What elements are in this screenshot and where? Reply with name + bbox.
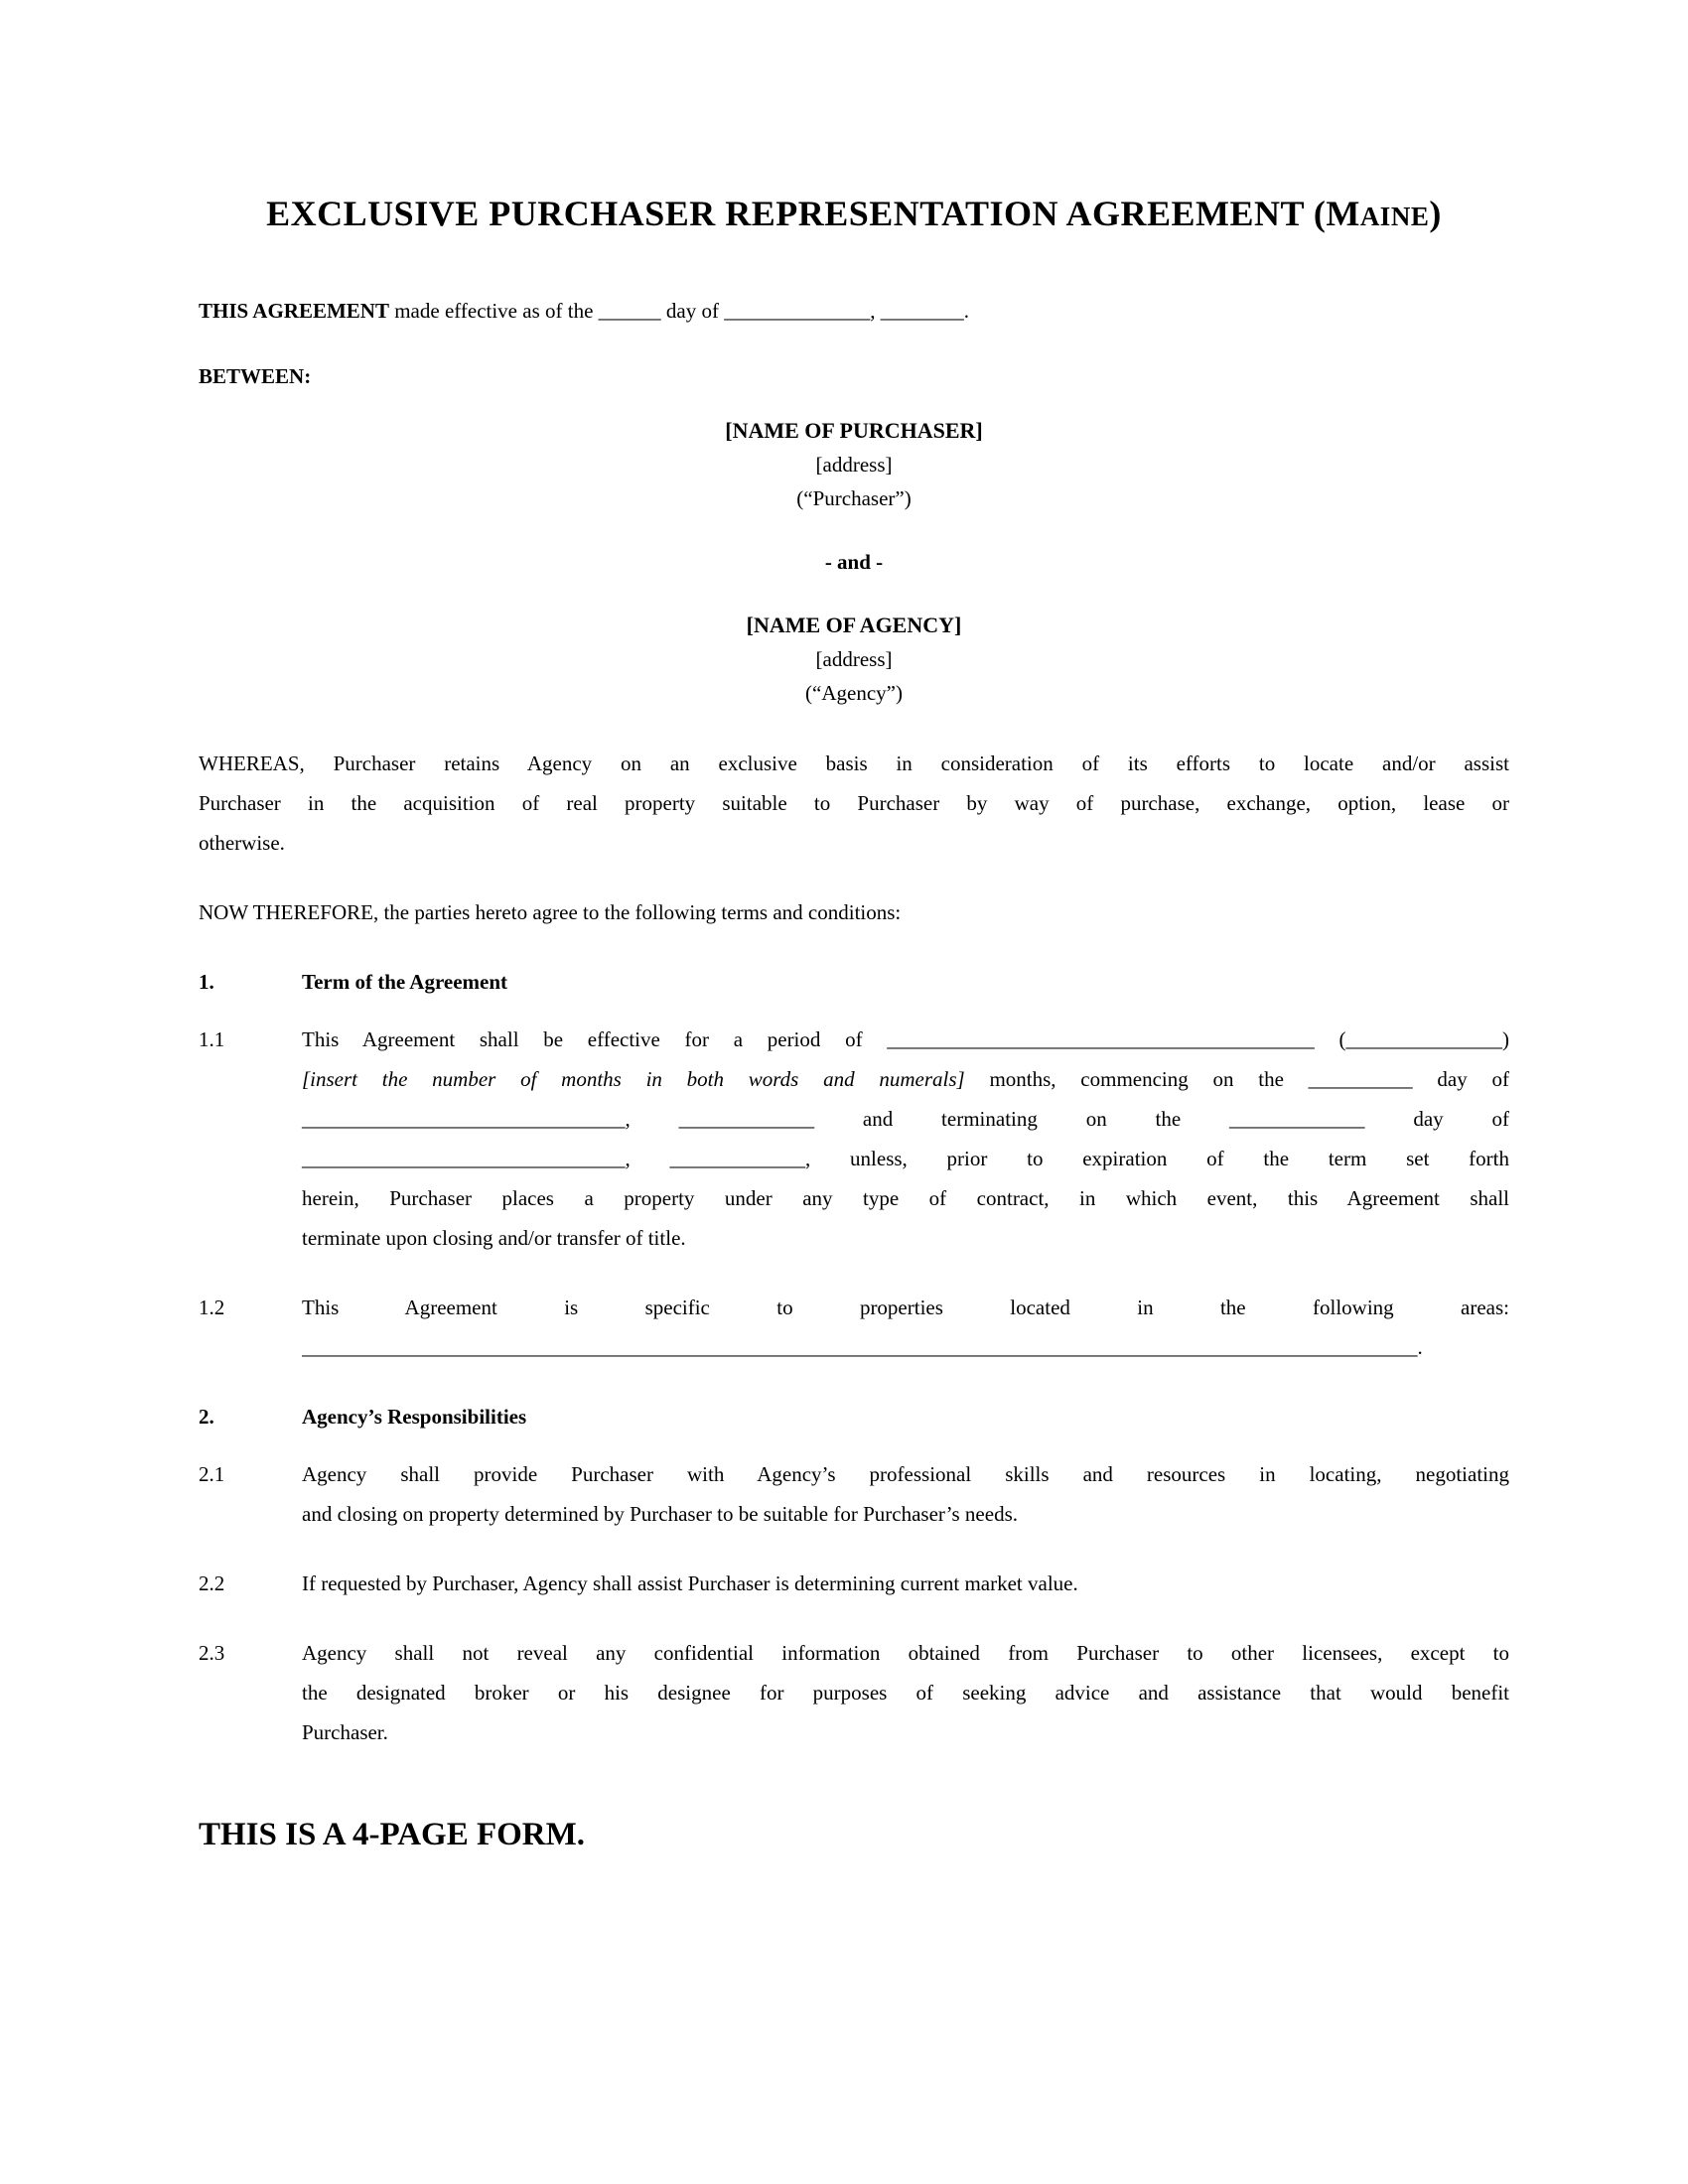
section-heading-text: Agency’s Responsibilities xyxy=(302,1405,527,1429)
agency-name: [NAME OF AGENCY] xyxy=(746,613,962,637)
paragraph-line: otherwise. xyxy=(199,831,285,855)
paragraph-line: This Agreement shall be effective for a period of _________________________________________ (_______________) xyxy=(302,1027,1509,1051)
clause-body xyxy=(302,1564,1509,1603)
paragraph-line: WHEREAS, Purchaser retains Agency on an exclusive basis in consideration of its efforts to locate and/or assist xyxy=(199,751,1509,775)
purchaser-alias: (“Purchaser”) xyxy=(796,486,912,510)
and-separator: - and - xyxy=(824,550,884,574)
purchaser-name: [NAME OF PURCHASER] xyxy=(725,418,983,443)
agency-party-block xyxy=(199,609,1509,710)
section-number: 2. xyxy=(199,1405,214,1429)
paragraph-line: Purchaser in the acquisition of real property suitable to Purchaser by way of purchase, exchange, option, lease or xyxy=(199,791,1509,815)
paragraph-line: _______________________________, _____________, unless, prior to expiration of the term set forth xyxy=(302,1147,1509,1170)
paragraph-line: the designated broker or his designee for purposes of seeking advice and assistance that would benefit xyxy=(302,1681,1509,1705)
clause-body xyxy=(302,1288,1509,1367)
clause-number: 1.2 xyxy=(199,1296,225,1319)
effective-date-rest: made effective as of the ______ day of ______________, ________. xyxy=(388,299,969,323)
clause-number: 2.2 xyxy=(199,1571,225,1595)
paragraph-line: _______________________________, _____________ and terminating on the _____________ day of xyxy=(302,1107,1509,1131)
section-heading-agency-responsibilities xyxy=(199,1397,1509,1436)
paragraph-line: and closing on property determined by Purchaser to be suitable for Purchaser’s needs. xyxy=(302,1502,1018,1526)
clause-2-3 xyxy=(199,1633,1509,1752)
paragraph-line: This Agreement is specific to properties located in the following areas: xyxy=(302,1296,1509,1319)
clause-body xyxy=(302,1454,1509,1534)
page-title-suffix: ) xyxy=(1429,194,1442,233)
effective-date-line xyxy=(199,291,1509,331)
clause-body xyxy=(302,1020,1509,1258)
insert-instruction-italic: [insert the number of months in both words and numerals] xyxy=(302,1067,965,1091)
clause-2-1 xyxy=(199,1454,1509,1534)
now-therefore-clause: NOW THEREFORE, the parties hereto agree to the following terms and conditions: xyxy=(199,900,902,924)
paragraph-line xyxy=(302,1059,1509,1099)
whereas-clause xyxy=(199,744,1509,863)
clause-number: 2.3 xyxy=(199,1641,225,1665)
paragraph-line: herein, Purchaser places a property under any type of contract, in which event, this Agreement shall xyxy=(302,1186,1509,1210)
paragraph-line: Purchaser. xyxy=(302,1720,388,1744)
between-label: BETWEEN: xyxy=(199,364,312,388)
clause-number: 1.1 xyxy=(199,1027,225,1051)
fill-in-blank-line: ___________________________________________________________________________________________________________. xyxy=(302,1335,1423,1359)
agency-address: [address] xyxy=(815,647,893,671)
section-heading-text: Term of the Agreement xyxy=(302,970,508,994)
clause-2-2 xyxy=(199,1564,1509,1603)
purchaser-party-block xyxy=(199,414,1509,515)
clause-body xyxy=(302,1633,1509,1752)
paragraph-line: If requested by Purchaser, Agency shall assist Purchaser is determining current market value. xyxy=(302,1571,1078,1595)
page-title-main: EXCLUSIVE PURCHASER REPRESENTATION AGREEMENT (M xyxy=(266,194,1360,233)
paragraph-line: Agency shall not reveal any confidential information obtained from Purchaser to other licensees, except to xyxy=(302,1641,1509,1665)
effective-date-lead: THIS AGREEMENT xyxy=(199,299,389,323)
paragraph-line: Agency shall provide Purchaser with Agency’s professional skills and resources in locating, negotiating xyxy=(302,1462,1509,1486)
clause-number: 2.1 xyxy=(199,1462,225,1486)
page-title xyxy=(199,191,1509,239)
purchaser-address: [address] xyxy=(815,453,893,477)
section-heading-term xyxy=(199,962,1509,1002)
paragraph-line: terminate upon closing and/or transfer of title. xyxy=(302,1226,686,1250)
paragraph-line-rest: months, commencing on the __________ day of xyxy=(964,1067,1509,1091)
agency-alias: (“Agency”) xyxy=(805,681,903,705)
page-count-note: THIS IS A 4-PAGE FORM. xyxy=(199,1817,586,1852)
clause-1-2 xyxy=(199,1288,1509,1367)
clause-1-1 xyxy=(199,1020,1509,1258)
section-number: 1. xyxy=(199,970,214,994)
page-title-smallcaps: AINE xyxy=(1359,202,1430,231)
